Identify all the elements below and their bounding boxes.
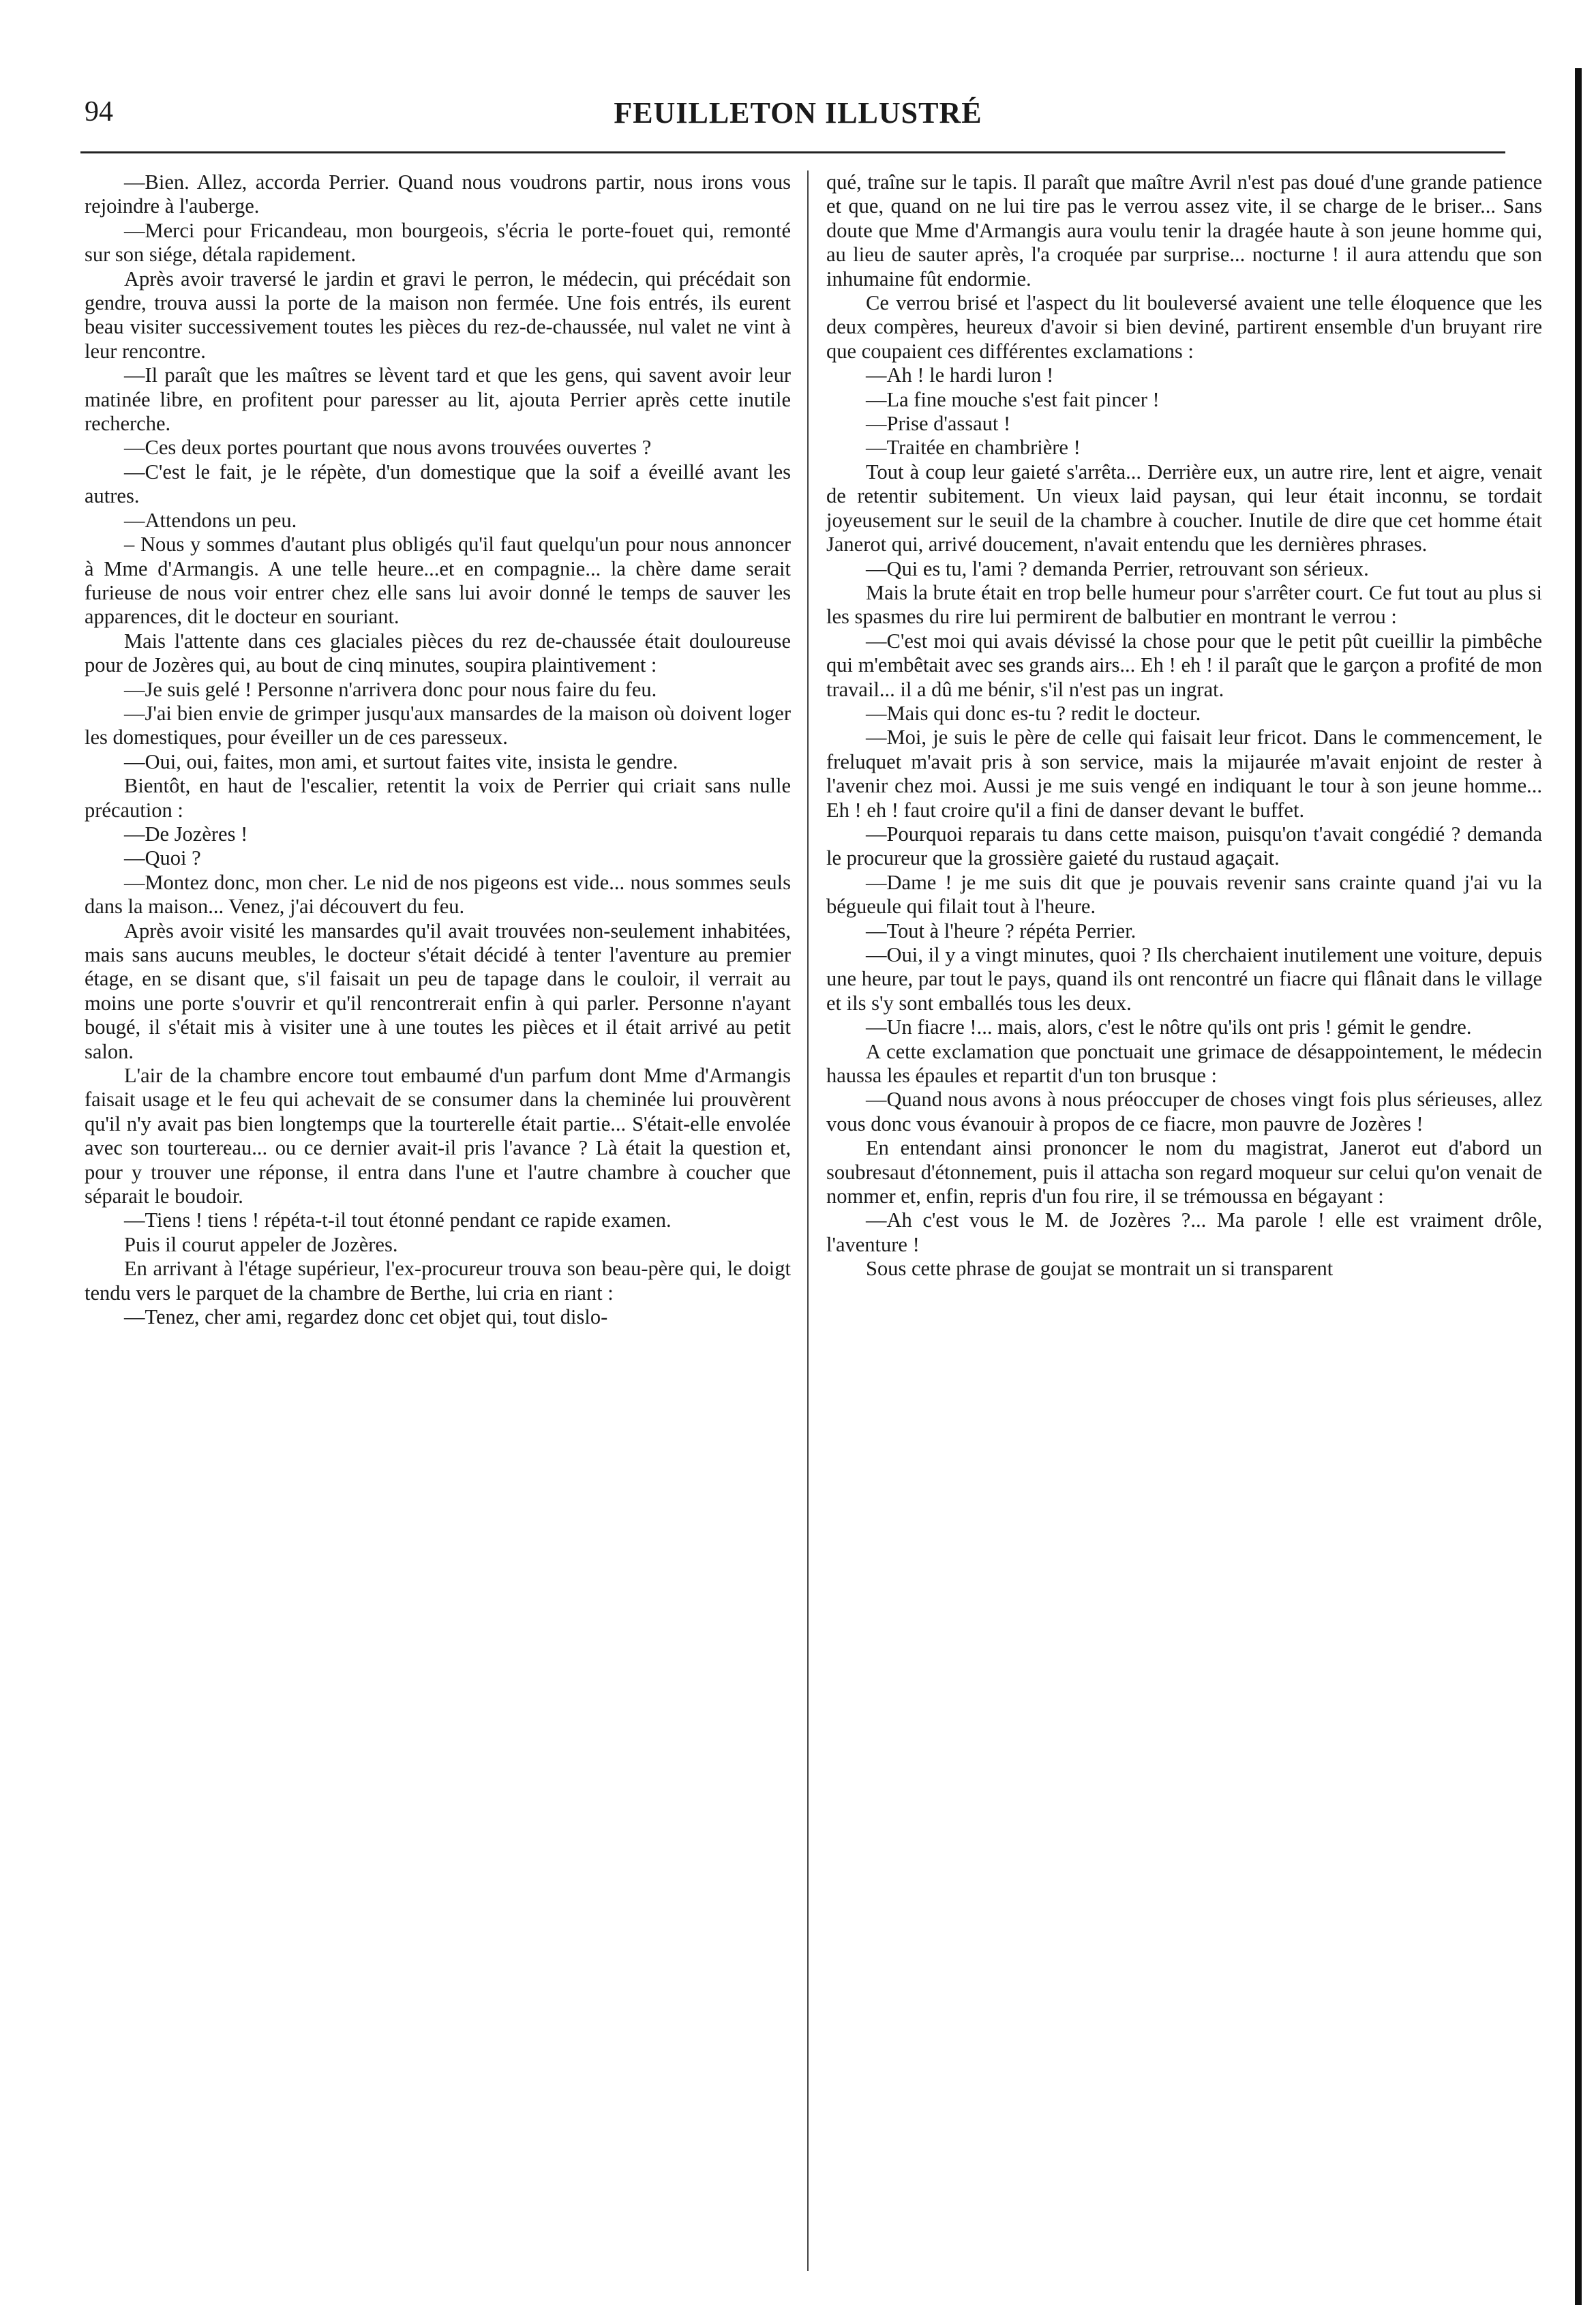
paragraph: A cette exclamation que ponctuait une grimace de désappointement, le médecin haussa les épaules et repartit d'un ton brusque : bbox=[826, 1039, 1542, 1088]
paragraph: En arrivant à l'étage supérieur, l'ex-procureur trouva son beau-père qui, le doigt tendu vers le parquet de la chambre de Berthe, lui cria en riant : bbox=[85, 1257, 791, 1305]
header-rule bbox=[80, 151, 1505, 153]
paragraph: Puis il courut appeler de Jozères. bbox=[124, 1232, 398, 1256]
paragraph: —Traitée en chambrière ! bbox=[866, 436, 1081, 460]
paragraph: —Ah c'est vous le M. de Jozères ?... Ma parole ! elle est vraiment drôle, l'aventure ! bbox=[826, 1208, 1542, 1256]
left-column bbox=[85, 170, 791, 1330]
paragraph: —De Jozères ! bbox=[124, 822, 248, 846]
paragraph: —Dame ! je me suis dit que je pouvais revenir sans crainte quand j'ai vu la bégueule qui filait tout à l'heure. bbox=[826, 870, 1542, 919]
paragraph: —C'est le fait, je le répète, d'un domestique que la soif a éveillé avant les autres. bbox=[85, 460, 791, 508]
paragraph: —Ah ! le hardi luron ! bbox=[866, 363, 1054, 387]
paragraph: —J'ai bien envie de grimper jusqu'aux mansardes de la maison où doivent loger les domestiques, pour éveiller un de ces paresseux. bbox=[85, 701, 791, 749]
page-edge-shadow bbox=[1575, 68, 1582, 2305]
paragraph-continued: qué, traîne sur le tapis. Il paraît que maître Avril n'est pas doué d'une grande patience et que, quand on ne lui tire pas le verrou assez vite, il se charge de le briser... Sans doute que Mme d'Armangis aura voulu tenir la dragée haute à son jeune homme qui, au lieu de sauter après, l'a croquée par surprise... nocturne ! il aura attendu que son inhumaine fût endormie. bbox=[826, 170, 1542, 291]
paragraph: Après avoir traversé le jardin et gravi le perron, le médecin, qui précédait son gendre, trouva aussi la porte de la maison non fermée. Une fois entrés, ils eurent beau visiter successivement toutes les pièces du rez-de-chaussée, nul valet ne vint à leur rencontre. bbox=[85, 267, 791, 363]
paragraph: —Quoi ? bbox=[124, 846, 201, 870]
page-number: 94 bbox=[85, 96, 113, 128]
paragraph: —La fine mouche s'est fait pincer ! bbox=[866, 387, 1160, 411]
paragraph: —Pourquoi reparais tu dans cette maison, puisqu'on t'avait congédié ? demanda le procureur que la grossière gaieté du rustaud agaçait. bbox=[826, 822, 1542, 870]
paragraph: Ce verrou brisé et l'aspect du lit bouleversé avaient une telle éloquence que les deux compères, heureux d'avoir si bien deviné, partirent ensemble d'un bruyant rire que coupaient ces différentes exclamations : bbox=[826, 291, 1542, 363]
paragraph: —Montez donc, mon cher. Le nid de nos pigeons est vide... nous sommes seuls dans la maison... Venez, j'ai découvert du feu. bbox=[85, 870, 791, 919]
paragraph: Mais la brute était en trop belle humeur pour s'arrêter court. Ce fut tout au plus si les spasmes du rire lui permirent de balbutier en montrant le verrou : bbox=[826, 580, 1542, 629]
column-divider bbox=[807, 170, 809, 2271]
paragraph: —Moi, je suis le père de celle qui faisait leur fricot. Dans le commencement, le freluquet m'avait pris à son service, mais la mijaurée m'avait enjoint de rester à l'avenir chez moi. Aussi je me suis vengé en indiquant le tour à son jeune homme... Eh ! eh ! faut croire qu'il a fini de danser devant le buffet. bbox=[826, 726, 1542, 822]
paragraph: —Je suis gelé ! Personne n'arrivera donc pour nous faire du feu. bbox=[124, 677, 657, 701]
paragraph: —Qui es tu, l'ami ? demanda Perrier, retrouvant son sérieux. bbox=[866, 556, 1369, 580]
paragraph: —Prise d'assaut ! bbox=[866, 412, 1011, 436]
paragraph: —Ces deux portes pourtant que nous avons trouvées ouvertes ? bbox=[124, 436, 652, 460]
paragraph: Mais l'attente dans ces glaciales pièces du rez de-chaussée était douloureuse pour de Jozères qui, au bout de cinq minutes, soupira plaintivement : bbox=[85, 629, 791, 677]
running-head-title: FEUILLETON ILLUSTRÉ bbox=[614, 96, 982, 130]
paragraph: —Quand nous avons à nous préoccuper de choses vingt fois plus sérieuses, allez vous donc vous évanouir à propos de ce fiacre, mon pauvre de Jozères ! bbox=[826, 1088, 1542, 1135]
paragraph: —C'est moi qui avais dévissé la chose pour que le petit pût cueillir la pimbêche qui m'embêtait avec ses grands airs... Eh ! eh ! il paraît que le garçon a profité de mon travail... il a dû me bénir, s'il n'est pas un ingrat. bbox=[826, 629, 1542, 701]
paragraph: —Un fiacre !... mais, alors, c'est le nôtre qu'ils ont pris ! gémit le gendre. bbox=[866, 1015, 1472, 1039]
paragraph: —Oui, il y a vingt minutes, quoi ? Ils cherchaient inutilement une voiture, depuis une heure, par tout le pays, quand ils ont rencontré un fiacre qui flânait dans le village et ils s'y sont emballés tous les deux. bbox=[826, 943, 1542, 1015]
paragraph: Après avoir visité les mansardes qu'il avait trouvées non-seulement inhabitées, mais sans aucuns meubles, le docteur s'était décidé à tenter l'aventure au premier étage, en se disant que, s'il faisait un peu de tapage dans le couloir, il verrait au moins une porte s'ouvrir et qu'il rencontrerait enfin à qui parler. Personne n'ayant bougé, il s'était mis à visiter une à une toutes les pièces et il était arrivé au petit salon. bbox=[85, 919, 791, 1063]
paragraph: —Bien. Allez, accorda Perrier. Quand nous voudrons partir, nous irons vous rejoindre à l'auberge. bbox=[85, 170, 791, 218]
right-column bbox=[826, 170, 1542, 1281]
paragraph: —Attendons un peu. bbox=[124, 508, 297, 532]
paragraph: —Oui, oui, faites, mon ami, et surtout faites vite, insista le gendre. bbox=[124, 749, 678, 773]
paragraph: —Tiens ! tiens ! répéta-t-il tout étonné pendant ce rapide examen. bbox=[124, 1208, 672, 1232]
paragraph: Bientôt, en haut de l'escalier, retentit la voix de Perrier qui criait sans nulle précaution : bbox=[85, 774, 791, 822]
paragraph: Sous cette phrase de goujat se montrait un si transparent bbox=[866, 1257, 1334, 1281]
paragraph: —Il paraît que les maîtres se lèvent tard et que les gens, qui savent avoir leur matinée libre, en profitent pour paresser au lit, ajouta Perrier après cette inutile recherche. bbox=[85, 363, 791, 436]
paragraph: —Merci pour Fricandeau, mon bourgeois, s'écria le porte-fouet qui, remonté sur son siége, détala rapidement. bbox=[85, 218, 791, 267]
paragraph: Tout à coup leur gaieté s'arrêta... Derrière eux, un autre rire, lent et aigre, venait de retentir subitement. Un vieux laid paysan, qui leur était inconnu, se tordait joyeusement sur le seuil de la chambre à coucher. Inutile de dire que cet homme était Janerot qui, arrivé doucement, n'avait entendu que les dernières phrases. bbox=[826, 460, 1542, 556]
paragraph: —Mais qui donc es-tu ? redit le docteur. bbox=[866, 701, 1201, 725]
paragraph: – Nous y sommes d'autant plus obligés qu'il faut quelqu'un pour nous annoncer à Mme d'Armangis. A une telle heure...et en compagnie... la chère dame serait furieuse de nous voir entrer chez elle sans lui avoir donné le temps de sauver les apparences, dit le docteur en souriant. bbox=[85, 533, 791, 629]
paragraph: —Tout à l'heure ? répéta Perrier. bbox=[866, 919, 1136, 942]
paragraph: En entendant ainsi prononcer le nom du magistrat, Janerot eut d'abord un soubresaut d'étonnement, puis il attacha son regard moqueur sur celui qu'on venait de nommer et, enfin, repris d'un fou rire, il se trémoussa en bégayant : bbox=[826, 1136, 1542, 1208]
paragraph: —Tenez, cher ami, regardez donc cet objet qui, tout dislo- bbox=[124, 1305, 608, 1329]
paragraph: L'air de la chambre encore tout embaumé d'un parfum dont Mme d'Armangis faisait usage et le feu qui achevait de se consumer dans la cheminée lui prouvèrent qu'il n'y avait pas bien longtemps que la tourterelle était partie... S'était-elle envolée avec son tourtereau... ou ce dernier avait-il pris l'avance ? Là était la question et, pour y trouver une réponse, il entra dans l'une et l'autre chambre à coucher que séparait le boudoir. bbox=[85, 1064, 791, 1208]
